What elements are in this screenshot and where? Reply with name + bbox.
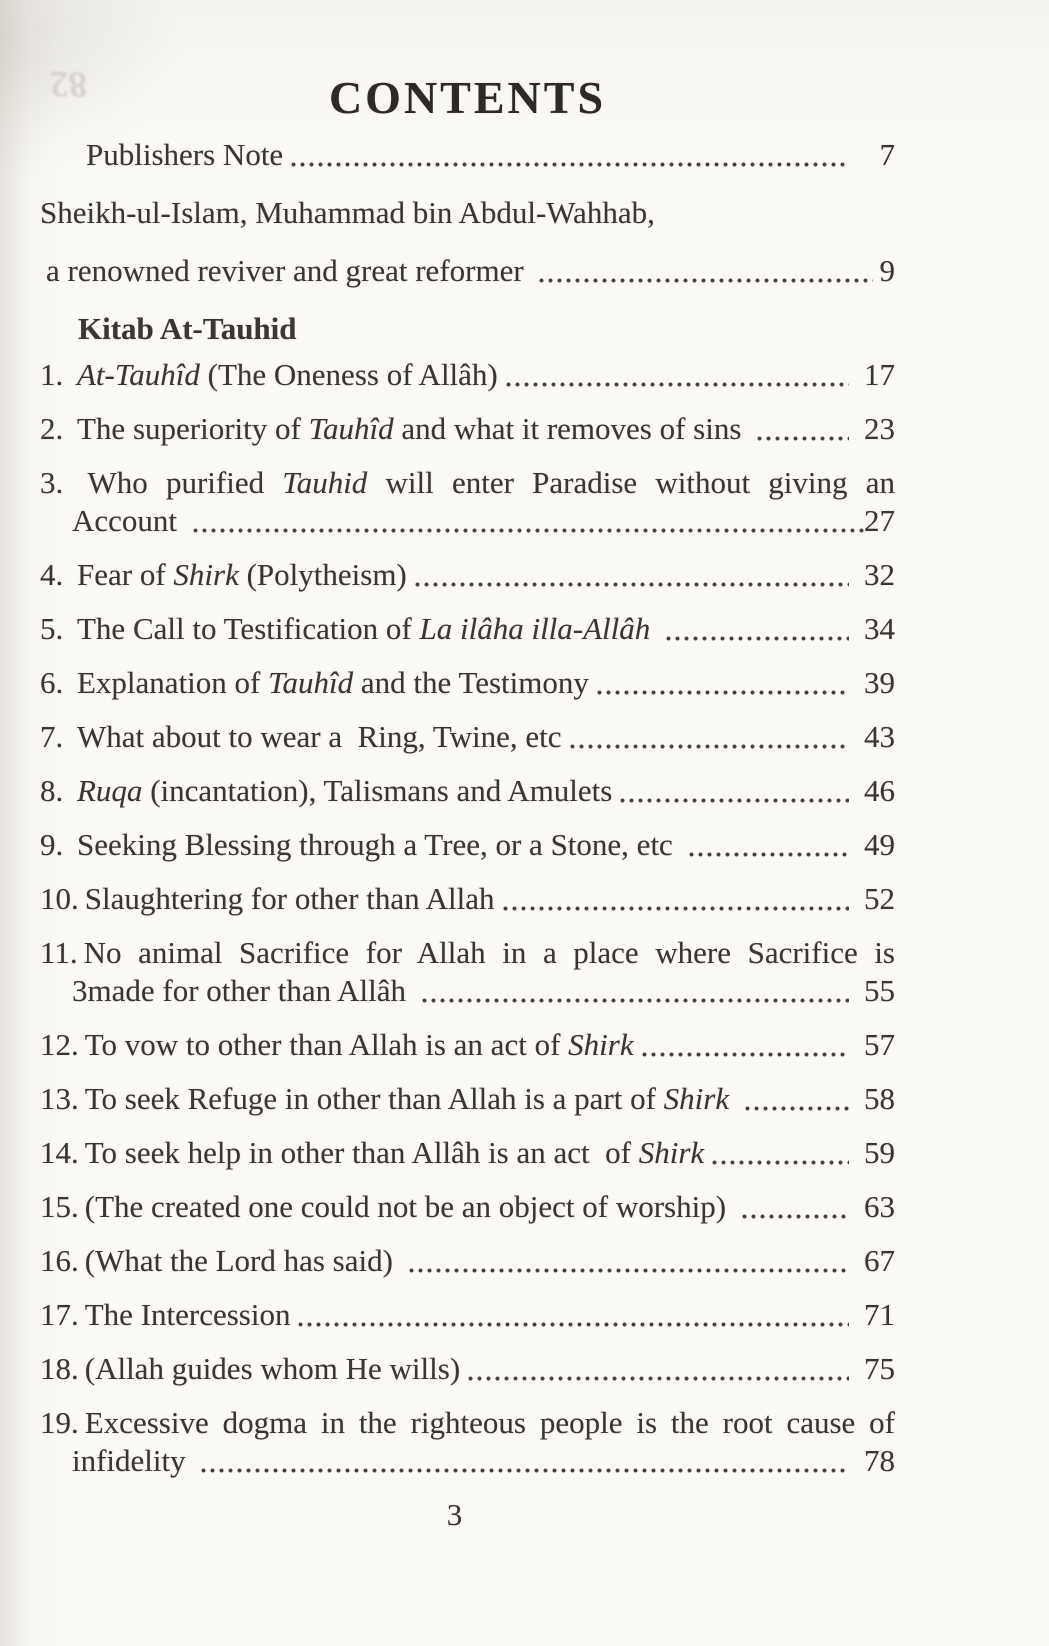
toc-line bbox=[40, 934, 895, 972]
entry-text bbox=[78, 310, 297, 348]
dot-leader bbox=[506, 382, 849, 387]
toc-item bbox=[40, 194, 895, 232]
entry-page-number: 32 bbox=[864, 557, 895, 592]
entry-number: 17. bbox=[40, 1297, 79, 1332]
toc-line bbox=[40, 1080, 895, 1118]
entry-text bbox=[85, 1350, 460, 1388]
entry-text-segment: The Intercession bbox=[84, 1297, 291, 1332]
entry-text-segment: a renowned reviver and great reformer bbox=[46, 253, 532, 288]
entry-text bbox=[77, 664, 589, 702]
toc-line bbox=[40, 1026, 895, 1064]
dot-leader bbox=[298, 1322, 849, 1327]
toc-line bbox=[40, 464, 895, 502]
entry-text-segment: Shirk bbox=[568, 1027, 634, 1062]
toc-line bbox=[40, 1404, 895, 1442]
entry-number: 14. bbox=[40, 1135, 79, 1170]
toc-line bbox=[40, 718, 895, 756]
entry-text bbox=[40, 194, 655, 232]
toc-line bbox=[40, 772, 895, 810]
dot-leader bbox=[291, 162, 849, 167]
entry-text bbox=[85, 1405, 895, 1440]
toc-line bbox=[40, 1242, 895, 1280]
toc-line bbox=[78, 310, 895, 348]
dot-leader bbox=[742, 1214, 849, 1219]
dot-leader bbox=[201, 1468, 849, 1473]
entry-text bbox=[85, 1080, 737, 1118]
entry-page-number: 9 bbox=[879, 253, 895, 288]
dot-leader bbox=[666, 636, 849, 641]
dot-leader bbox=[503, 906, 849, 911]
entry-text-segment: infidelity bbox=[72, 1443, 194, 1478]
entry-page-number: 78 bbox=[864, 1443, 895, 1478]
dot-leader bbox=[642, 1052, 849, 1057]
entry-text-segment: Kitab At-Tauhid bbox=[78, 311, 297, 346]
entry-text-segment: Shirk bbox=[173, 557, 239, 592]
entry-text-segment: and what it removes of sins bbox=[393, 411, 750, 446]
entry-text-segment: To seek help in other than Allâh is an act of bbox=[84, 1135, 639, 1170]
entry-number: 10. bbox=[40, 881, 79, 916]
dot-leader bbox=[409, 1268, 849, 1273]
entry-number: 12. bbox=[40, 1027, 79, 1062]
entry-page-number: 17 bbox=[864, 357, 895, 392]
dot-leader bbox=[570, 744, 850, 749]
toc-item bbox=[40, 826, 895, 864]
folio-page-number: 3 bbox=[446, 1497, 463, 1532]
dot-leader bbox=[193, 528, 864, 533]
entry-text bbox=[84, 935, 895, 970]
entry-text bbox=[85, 1134, 704, 1172]
entry-text-segment bbox=[650, 611, 658, 646]
entry-page-number: 7 bbox=[879, 137, 895, 172]
entry-text bbox=[77, 718, 562, 756]
toc-line bbox=[40, 972, 895, 1010]
entry-number: 3. bbox=[40, 465, 82, 500]
entry-text-segment: Slaughtering for other than Allah bbox=[84, 881, 495, 916]
toc-item bbox=[40, 356, 895, 394]
entry-text bbox=[85, 1242, 401, 1280]
entry-text bbox=[77, 610, 658, 648]
dot-leader bbox=[597, 690, 849, 695]
toc-item bbox=[40, 1242, 895, 1280]
entry-text-segment: Who purified bbox=[87, 465, 283, 500]
entry-text-segment: Shirk bbox=[638, 1135, 705, 1170]
entry-number: 19. bbox=[40, 1405, 79, 1440]
entry-text bbox=[77, 772, 612, 810]
entry-text-segment: No animal Sacrifice for Allah in a place where Sacrifice is bbox=[83, 935, 895, 970]
entry-number: 1. bbox=[40, 357, 71, 392]
entry-text-segment: (The Oneness of Allâh) bbox=[199, 357, 498, 392]
dot-leader bbox=[689, 852, 849, 857]
entry-page-number: 57 bbox=[864, 1027, 895, 1062]
toc-item bbox=[40, 880, 895, 918]
dot-leader bbox=[468, 1376, 849, 1381]
toc-item bbox=[40, 934, 895, 1010]
entry-text bbox=[85, 1026, 634, 1064]
dot-leader bbox=[757, 436, 849, 441]
toc-item bbox=[40, 1188, 895, 1226]
entry-text bbox=[72, 502, 185, 540]
toc-line bbox=[40, 664, 895, 702]
entry-text-segment: (The created one could not be an object of worship) bbox=[84, 1189, 734, 1224]
entry-text-segment: Explanation of bbox=[77, 665, 269, 700]
entry-text-segment: (incantation), Talismans and Amulets bbox=[142, 773, 613, 808]
toc-item bbox=[40, 410, 895, 448]
entry-number: 11. bbox=[40, 935, 78, 970]
entry-page-number: 49 bbox=[864, 827, 895, 862]
entry-text bbox=[46, 252, 531, 290]
entry-page-number: 63 bbox=[864, 1189, 895, 1224]
entry-page-number: 75 bbox=[864, 1351, 895, 1386]
entry-text bbox=[72, 1442, 193, 1480]
entry-page-number: 67 bbox=[864, 1243, 895, 1278]
entry-number: 15. bbox=[40, 1189, 79, 1224]
entry-page-number: 39 bbox=[864, 665, 895, 700]
entry-text bbox=[85, 1296, 291, 1334]
entry-number: 13. bbox=[40, 1081, 79, 1116]
entry-number: 5. bbox=[40, 611, 71, 646]
toc-item bbox=[40, 1296, 895, 1334]
entry-number: 16. bbox=[40, 1243, 79, 1278]
entry-text bbox=[77, 410, 749, 448]
page-title: CONTENTS bbox=[328, 72, 607, 123]
toc-line bbox=[40, 356, 895, 394]
entry-number: 18. bbox=[40, 1351, 79, 1386]
toc-line bbox=[40, 1188, 895, 1226]
entry-page-number: 34 bbox=[864, 611, 895, 646]
entry-page-number: 27 bbox=[864, 503, 895, 538]
toc-item bbox=[40, 310, 895, 348]
entry-text-segment: Tauhîd bbox=[268, 665, 354, 700]
entry-text bbox=[86, 136, 283, 174]
dot-leader bbox=[620, 798, 849, 803]
entry-text bbox=[77, 826, 681, 864]
entry-text-segment: What about to wear a Ring, Twine, etc bbox=[77, 719, 562, 754]
entry-text-segment bbox=[729, 1081, 737, 1116]
entry-text-segment: La ilâha illa-Allâh bbox=[419, 611, 651, 646]
toc-item bbox=[40, 1134, 895, 1172]
dot-leader bbox=[712, 1160, 849, 1165]
toc-line bbox=[40, 1134, 895, 1172]
entry-text-segment: Tauhid bbox=[282, 465, 368, 500]
toc-item bbox=[40, 252, 895, 290]
dot-leader bbox=[745, 1106, 849, 1111]
entry-number: 9. bbox=[40, 827, 71, 862]
entry-text bbox=[77, 356, 498, 394]
toc-line bbox=[40, 880, 895, 918]
toc-item bbox=[40, 610, 895, 648]
entry-text-segment: Publishers Note bbox=[86, 137, 284, 172]
toc-item bbox=[40, 1404, 895, 1480]
toc-line bbox=[40, 410, 895, 448]
toc-line bbox=[40, 556, 895, 594]
toc-line bbox=[40, 194, 895, 232]
entry-number: 4. bbox=[40, 557, 71, 592]
entry-text-segment: will enter Paradise without giving an bbox=[367, 465, 896, 500]
entry-text bbox=[72, 972, 414, 1010]
toc-item bbox=[40, 1080, 895, 1118]
toc-line bbox=[40, 1296, 895, 1334]
toc-item bbox=[40, 718, 895, 756]
toc-line bbox=[86, 136, 895, 174]
toc-item bbox=[40, 464, 895, 540]
table-of-contents bbox=[40, 136, 895, 1480]
entry-text-segment: Seeking Blessing through a Tree, or a Stone, etc bbox=[77, 827, 681, 862]
entry-text-segment: To vow to other than Allah is an act of bbox=[84, 1027, 569, 1062]
entry-text-segment: (Polytheism) bbox=[238, 557, 407, 592]
entry-number: 6. bbox=[40, 665, 71, 700]
entry-text-segment: Account bbox=[72, 503, 185, 538]
toc-line bbox=[40, 826, 895, 864]
entry-text-segment: Fear of bbox=[77, 557, 174, 592]
entry-page-number: 23 bbox=[864, 411, 895, 446]
toc-line bbox=[40, 610, 895, 648]
entry-text-segment: Ruqa bbox=[77, 773, 143, 808]
toc-item bbox=[40, 664, 895, 702]
entry-text-segment: The Call to Testification of bbox=[77, 611, 420, 646]
toc-item bbox=[40, 1350, 895, 1388]
toc-line bbox=[40, 1350, 895, 1388]
entry-text-segment: To seek Refuge in other than Allah is a part of bbox=[84, 1081, 664, 1116]
entry-number: 7. bbox=[40, 719, 71, 754]
entry-text-segment: At-Tauhîd bbox=[77, 357, 200, 392]
entry-page-number: 46 bbox=[864, 773, 895, 808]
entry-text-segment: (What the Lord has said) bbox=[84, 1243, 401, 1278]
bleed-through-text: 82 bbox=[48, 62, 89, 105]
toc-line bbox=[40, 502, 895, 540]
entry-page-number: 71 bbox=[864, 1297, 895, 1332]
toc-line bbox=[46, 252, 895, 290]
entry-text-segment: Tauhîd bbox=[308, 411, 394, 446]
dot-leader bbox=[539, 278, 873, 283]
toc-line bbox=[40, 1442, 895, 1480]
entry-text-segment: 3made for other than Allâh bbox=[72, 973, 414, 1008]
entry-page-number: 43 bbox=[864, 719, 895, 754]
entry-text-segment: Shirk bbox=[663, 1081, 730, 1116]
entry-number: 2. bbox=[40, 411, 71, 446]
entry-text-segment: Excessive dogma in the righteous people is the root cause of bbox=[84, 1405, 895, 1440]
entry-text-segment: The superiority of bbox=[77, 411, 309, 446]
entry-text bbox=[77, 556, 407, 594]
entry-page-number: 59 bbox=[864, 1135, 895, 1170]
dot-leader bbox=[415, 582, 849, 587]
entry-page-number: 55 bbox=[864, 973, 895, 1008]
entry-page-number: 58 bbox=[864, 1081, 895, 1116]
entry-number: 8. bbox=[40, 773, 71, 808]
entry-text-segment: Sheikh-ul-Islam, Muhammad bin Abdul-Wahhab, bbox=[40, 195, 655, 230]
toc-item bbox=[40, 772, 895, 810]
toc-item bbox=[40, 556, 895, 594]
toc-item bbox=[40, 1026, 895, 1064]
dot-leader bbox=[422, 998, 849, 1003]
toc-item bbox=[40, 136, 895, 174]
entry-text bbox=[85, 880, 495, 918]
entry-text-segment: (Allah guides whom He wills) bbox=[84, 1351, 461, 1386]
entry-text bbox=[87, 465, 895, 500]
entry-text bbox=[85, 1188, 734, 1226]
entry-page-number: 52 bbox=[864, 881, 895, 916]
entry-text-segment: and the Testimony bbox=[353, 665, 589, 700]
